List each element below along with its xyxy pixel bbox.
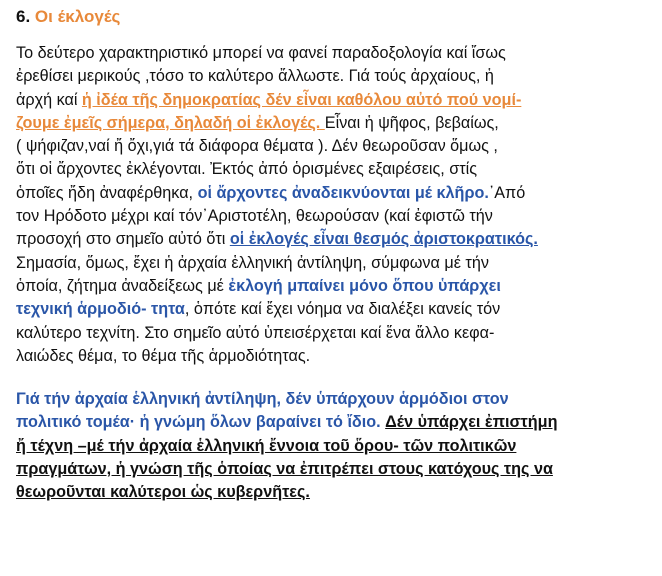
paragraph-line bbox=[16, 275, 644, 298]
paragraph-line bbox=[16, 205, 644, 228]
text-run: Σημασία, ὅμως, ἔχει ἡ ἀρχαία ἑλληνική ἀντίληψη, σύμφωνα μέ τήν bbox=[16, 253, 489, 272]
highlight-blue: Γιά τήν ἀρχαία ἑλληνική ἀντίληψη, δέν ὑπάρχουν ἁρμόδιοι στον bbox=[16, 390, 509, 409]
text-run: ὁποῖες ἤδη ἀναφέρθηκα, bbox=[16, 183, 198, 202]
text-run: τον Ηρόδοτο μέχρι καί τόν᾿Αριστοτέλη, θεωρούσαν (καί ἐφιστῶ τήν bbox=[16, 207, 493, 226]
text-run: ᾿Από bbox=[488, 183, 526, 202]
paragraph-line bbox=[16, 65, 644, 88]
text-run: καλύτερο τεχνίτη. Στο σημεῖο αὐτό ὑπεισέρχεται καί ἕνα ἄλλο κεφα- bbox=[16, 323, 495, 342]
highlight-blue: πολιτικό τομέα· ἡ γνώμη ὅλων βαραίνει τό ἴδιο. bbox=[16, 413, 381, 432]
paragraph-line bbox=[16, 481, 644, 504]
section-title: Οι έκλογές bbox=[34, 7, 121, 26]
emphasis-underlined: θεωροῦνται καλύτεροι ὡς κυβερνῆτες. bbox=[16, 483, 310, 502]
paragraph-line bbox=[16, 458, 644, 481]
paragraph-line bbox=[16, 345, 644, 368]
paragraph-line bbox=[16, 228, 644, 251]
emphasis-underlined: Δέν ὑπάρχει ἐπιστήμη bbox=[385, 413, 558, 432]
paragraph-line bbox=[16, 388, 644, 411]
paragraph-line bbox=[16, 158, 644, 181]
paragraph-line bbox=[16, 42, 644, 65]
text-run: ( ψήφιζαν,ναί ἤ ὄχι,γιά τά διάφορα θέματα ). Δέν θεωροῦσαν ὅμως , bbox=[16, 137, 498, 156]
text-run: , ὁπότε καί ἔχει νόημα να διαλέξει κανείς τόν bbox=[184, 300, 501, 319]
section-heading bbox=[16, 6, 644, 28]
paragraph-1 bbox=[16, 42, 644, 368]
emphasis-underlined: ἤ τέχνη –μέ τήν ἀρχαία ἑλληνική ἔννοια τοῦ ὅρου- τῶν πολιτικῶν bbox=[16, 436, 517, 455]
highlight-blue-underlined: οἱ ἐκλογές εἶναι θεσμός ἀριστοκρατικός. bbox=[229, 230, 538, 249]
paragraph-line bbox=[16, 411, 644, 434]
text-run: ἐρεθίσει μερικούς ,τόσο το καλύτερο ἄλλωστε. Γιά τούς ἀρχαίους, ἡ bbox=[16, 67, 494, 86]
text-run: Εἶναι ἡ ψῆφος, βεβαίως, bbox=[324, 113, 499, 132]
highlight-blue: ἐκλογή μπαίνει μόνο ὅπου ὑπάρχει bbox=[228, 276, 501, 295]
text-run: προσοχή στο σημεῖο αὐτό ὅτι bbox=[16, 230, 230, 249]
highlight-blue: οἱ ἄρχοντες ἀναδεικνύονται μέ κλῆρο. bbox=[197, 183, 489, 202]
text-run: ὅτι οἱ ἄρχοντες ἐκλέγονται. Ἐκτός ἀπό ὁρισμένες εξαιρέσεις, στίς bbox=[16, 160, 478, 179]
paragraph-line bbox=[16, 89, 644, 112]
paragraph-2 bbox=[16, 388, 644, 504]
highlight-orange: ἡ ἰδέα τῆς δημοκρατίας δέν εἶναι καθόλου αὐτό πού νομί- bbox=[81, 90, 522, 109]
text-run: ὁποία, ζήτημα ἀναδείξεως μέ bbox=[16, 276, 229, 295]
text-run: ἀρχή καί bbox=[16, 90, 82, 109]
emphasis-underlined: πραγμάτων, ἡ γνώση τῆς ὁποίας να ἐπιτρέπει στους κατόχους της να bbox=[16, 460, 553, 479]
paragraph-line bbox=[16, 112, 644, 135]
paragraph-line bbox=[16, 252, 644, 275]
highlight-orange: ζουμε ἐμεῖς σήμερα, δηλαδή οἱ ἐκλογές. bbox=[16, 113, 325, 132]
text-run: λαιώδες θέμα, το θέμα τῆς ἁρμοδιότητας. bbox=[16, 346, 311, 365]
section-number: 6. bbox=[16, 7, 31, 26]
paragraph-line bbox=[16, 135, 644, 158]
paragraph-line bbox=[16, 435, 644, 458]
text-run: Το δεύτερο χαρακτηριστικό μπορεί να φανεί παραδοξολογία καί ἴσως bbox=[16, 44, 506, 62]
paragraph-line bbox=[16, 322, 644, 345]
paragraph-line bbox=[16, 298, 644, 321]
highlight-blue: τεχνική ἁρμοδιό- τητα bbox=[16, 300, 185, 319]
paragraph-line bbox=[16, 182, 644, 205]
